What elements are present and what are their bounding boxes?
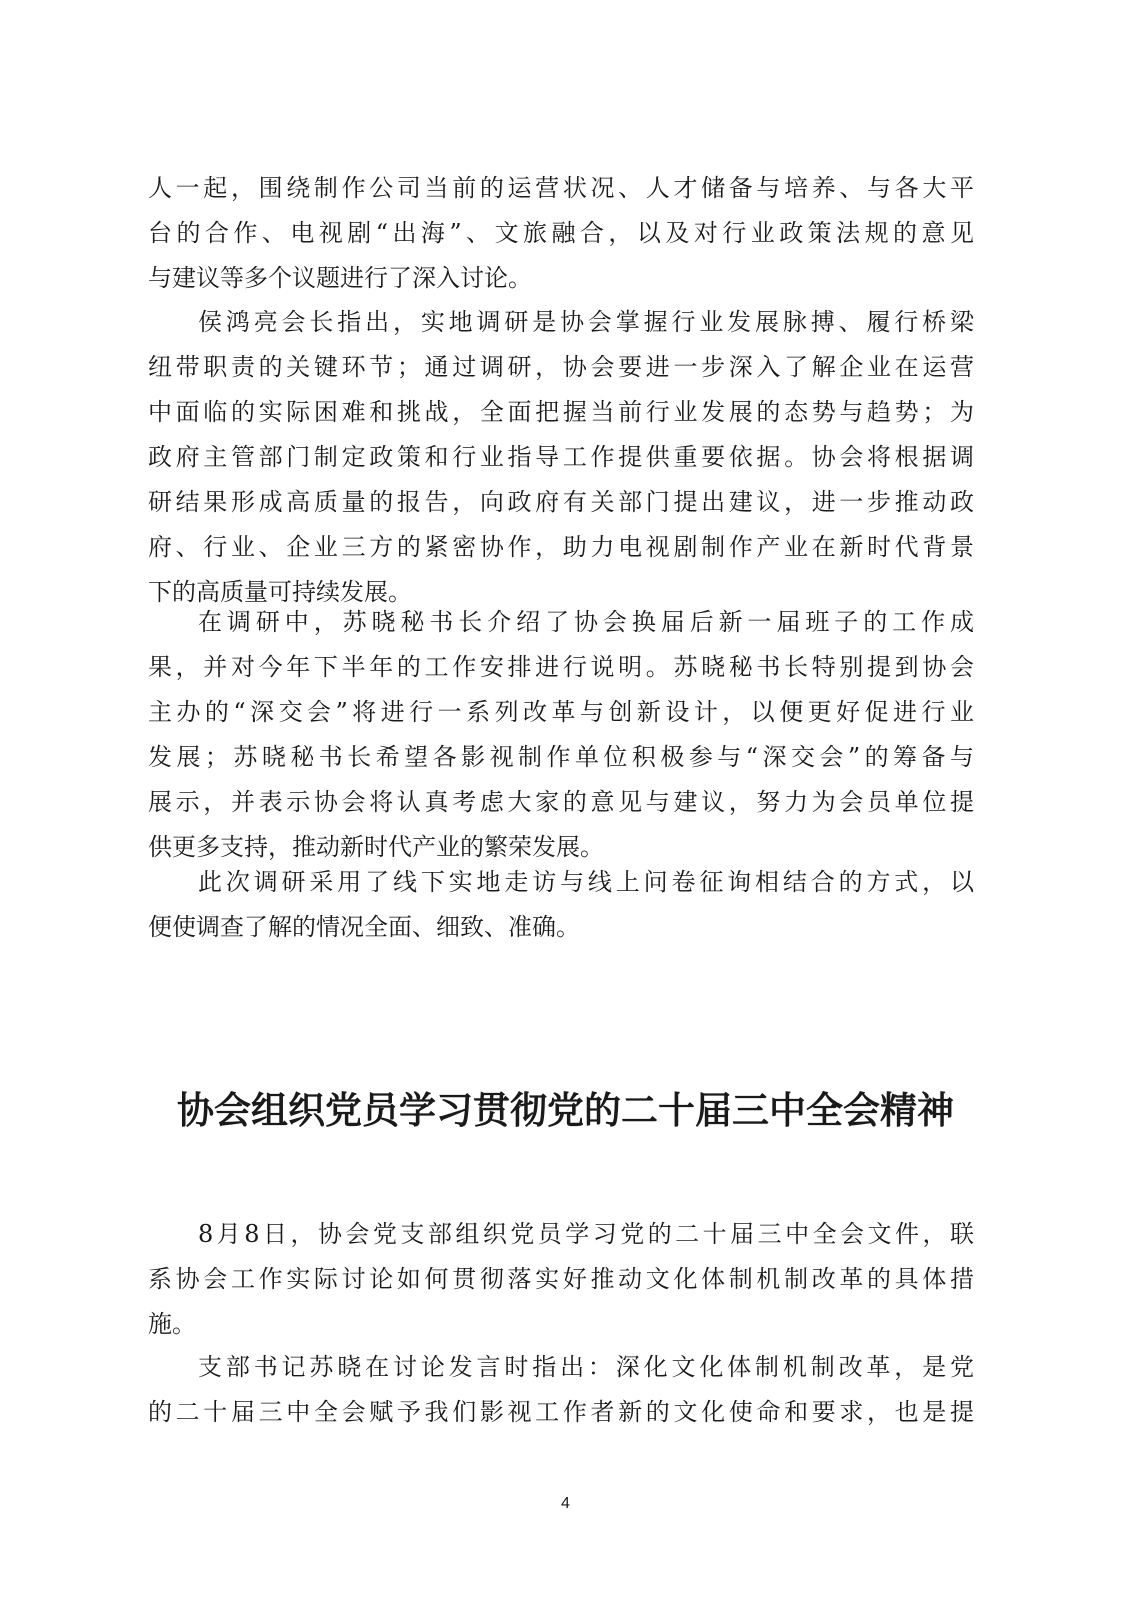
paragraph — [148, 1345, 974, 1435]
text-line: 供更多支持，推动新时代产业的繁荣发展。 — [148, 833, 604, 861]
text-line: 台的合作、电视剧“出海”、文旅融合，以及对行业政策法规的意见 — [148, 219, 974, 247]
text-line: 政府主管部门制定政策和行业指导工作提供重要依据。协会将根据调 — [148, 443, 974, 471]
text-line: 果，并对今年下半年的工作安排进行说明。苏晓秘书长特别提到协会 — [148, 653, 974, 681]
text-line: 研结果形成高质量的报告，向政府有关部门提出建议，进一步推动政 — [148, 488, 974, 516]
page-number: 4 — [561, 1495, 570, 1512]
text-line: 与建议等多个议题进行了深入讨论。 — [148, 264, 532, 292]
text-line: 下的高质量可持续发展。 — [148, 578, 412, 606]
text-line: 主办的“深交会”将进行一系列改革与创新设计，以便更好促进行业 — [148, 698, 974, 726]
paragraph — [148, 300, 974, 615]
paragraph — [148, 600, 974, 870]
paragraph — [148, 860, 974, 950]
paragraph — [148, 1212, 974, 1347]
section-title: 协会组织党员学习贯彻党的二十届三中全会精神 — [177, 1088, 954, 1132]
text-line: 系协会工作实际讨论如何贯彻落实好推动文化体制机制改革的具体措 — [148, 1265, 974, 1293]
text-line: 的二十届三中全会赋予我们影视工作者新的文化使命和要求，也是提 — [148, 1398, 974, 1426]
text-line: 此次调研采用了线下实地走访与线上问卷征询相结合的方式，以 — [198, 868, 974, 896]
text-line: 便使调查了解的情况全面、细致、准确。 — [148, 913, 580, 941]
text-line: 施。 — [148, 1310, 196, 1338]
text-line: 人一起，围绕制作公司当前的运营状况、人才储备与培养、与各大平 — [148, 174, 974, 202]
text-line: 展示，并表示协会将认真考虑大家的意见与建议，努力为会员单位提 — [148, 788, 974, 816]
text-line: 侯鸿亮会长指出，实地调研是协会掌握行业发展脉搏、履行桥梁 — [198, 308, 974, 336]
text-line: 中面临的实际困难和挑战，全面把握当前行业发展的态势与趋势；为 — [148, 398, 974, 426]
text-line: 发展；苏晓秘书长希望各影视制作单位积极参与“深交会”的筹备与 — [148, 743, 974, 771]
text-line: 府、行业、企业三方的紧密协作，助力电视剧制作产业在新时代背景 — [148, 533, 974, 561]
text-line: 在调研中，苏晓秘书长介绍了协会换届后新一届班子的工作成 — [198, 608, 974, 636]
paragraph — [148, 166, 974, 301]
text-line: 8月8日，协会党支部组织党员学习党的二十届三中全会文件，联 — [198, 1220, 974, 1248]
text-line: 纽带职责的关键环节；通过调研，协会要进一步深入了解企业在运营 — [148, 353, 974, 381]
text-line: 支部书记苏晓在讨论发言时指出：深化文化体制机制改革，是党 — [198, 1353, 974, 1381]
